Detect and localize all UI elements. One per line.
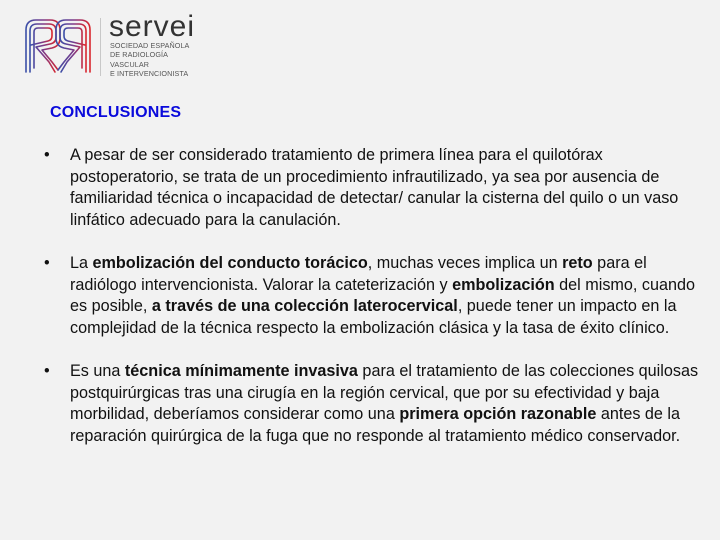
bullet-icon: • [44, 146, 50, 164]
conclusion-item [44, 253, 704, 339]
bold-text-segment: reto [562, 253, 593, 272]
text-segment: para el tratamiento de las colecciones quilosas postquirúrgicas tras una cirugía en la región cervical, que por su efectividad y baja morbilidad, deberíamos considerar como una [70, 361, 699, 424]
logo-divider [100, 18, 101, 76]
text-segment: A pesar de ser considerado tratamiento de primera línea para el quilotórax postoperatorio, se trata de un procedimiento infrautilizado, ya sea por ausencia de familiaridad técnica o incapacidad de detectar/ canular la cisterna del quilo o un vaso linfático adecuado para la canulación. [70, 146, 679, 229]
logo-wordmark: servei [109, 10, 196, 43]
text-segment: del mismo, cuando es posible, [70, 275, 696, 316]
logo-subtitle-line: VASCULAR [110, 59, 150, 69]
text-segment: , puede tener un impacto en la complejidad de la técnica respecto la embolización clásica y la tasa de éxito clínico. [70, 297, 677, 337]
slide-title: CONCLUSIONES [50, 104, 182, 121]
conclusion-item [44, 361, 704, 447]
bold-text-segment: a través de una colección laterocervical [151, 297, 458, 316]
bold-text-segment: embolización del conducto torácico [92, 253, 368, 272]
conclusion-text [70, 362, 698, 445]
text-segment: , muchas veces implica un [367, 253, 563, 272]
logo-subtitle [110, 41, 189, 79]
text-segment: La [70, 253, 93, 272]
conclusions-list [44, 145, 704, 469]
text-segment: para el radiólogo intervencionista. Valorar la cateterización y [70, 253, 647, 294]
conclusion-text [70, 254, 695, 337]
bold-text-segment: técnica mínimamente invasiva [124, 361, 358, 380]
bullet-icon: • [44, 361, 50, 380]
logo-subtitle-line: E INTERVENCIONISTA [110, 69, 189, 79]
logo-subtitle-line: DE RADIOLOGÍA [110, 50, 169, 60]
logo-subtitle-line: SOCIEDAD ESPAÑOLA [110, 41, 190, 50]
conclusion-item [44, 145, 704, 231]
servei-logo [20, 10, 210, 80]
bold-text-segment: primera opción razonable [399, 405, 597, 424]
text-segment: Es una [70, 361, 125, 380]
conclusion-text [70, 146, 678, 229]
bold-text-segment: embolización [452, 275, 555, 294]
servei-rr-logo-icon [22, 16, 94, 76]
text-segment: antes de la reparación quirúrgica de la fuga que no responde al tratamiento médico conservador. [70, 405, 681, 445]
bullet-icon: • [44, 253, 50, 272]
